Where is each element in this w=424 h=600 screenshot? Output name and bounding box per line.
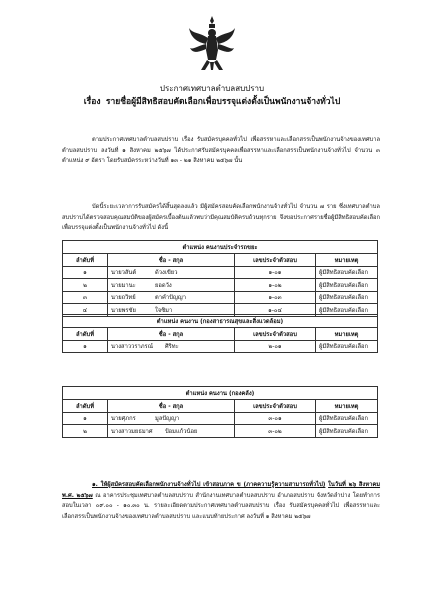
- row-no: ๒: [63, 425, 108, 438]
- row-no: ๓: [63, 291, 108, 304]
- exam-instruction-lead: ๑. ให้ผู้สมัครสอบคัดเลือกพนักงานจ้างทั่วไป เข้าสอบภาค ข (ภาคความรู้ความสามารถทั่วไป): [92, 482, 326, 488]
- first-name: นางสาวมยธมาศ: [111, 428, 153, 435]
- table-row: [63, 340, 378, 353]
- paragraph-exam-schedule: [62, 480, 380, 522]
- subject-text: รายชื่อผู้มีสิทธิสอบคัดเลือกเพื่อบรรจุแต่งตั้งเป็นพนักงานจ้างทั่วไป: [105, 97, 341, 107]
- surname: ป้อมแก้วน้อย: [165, 428, 198, 435]
- col-exam-id: เลขประจำตัวสอบ: [235, 328, 316, 341]
- row-name: [108, 340, 235, 353]
- candidate-table-garbage-truck: [62, 240, 378, 317]
- col-exam-id: เลขประจำตัวสอบ: [235, 400, 316, 413]
- row-no: ๔: [63, 304, 108, 317]
- table-row: [63, 412, 378, 425]
- candidate-table-finance: [62, 386, 378, 438]
- row-name: [108, 291, 235, 304]
- paragraph-intro: [62, 135, 380, 167]
- row-exam-id: ๓-๐๒: [235, 425, 316, 438]
- row-no: ๑: [63, 412, 108, 425]
- table-position-title: ตำแหน่ง คนงานประจำรถขยะ: [63, 241, 378, 254]
- col-no: ลำดับที่: [63, 328, 108, 341]
- surname: ด้วงเขียว: [155, 270, 178, 277]
- row-no: ๑: [63, 266, 108, 279]
- surname: มูลปัญญา: [155, 416, 180, 423]
- col-name: ชื่อ - สกุล: [108, 328, 235, 341]
- row-name: [108, 266, 235, 279]
- row-exam-id: ๒-๐๑: [235, 340, 316, 353]
- first-name: นายวสันต์: [111, 270, 137, 277]
- exam-date: ในวันที่ ๒๖ สิงหาคม พ.ศ. ๒๕๖๗: [62, 482, 381, 499]
- surname: ใจซิมา: [155, 307, 173, 314]
- first-name: นางสาววราภรณ์: [111, 344, 154, 351]
- paragraph-announcement: [62, 202, 380, 234]
- row-remark: ผู้มีสิทธิสอบคัดเลือก: [316, 279, 378, 292]
- row-exam-id: ๓-๐๑: [235, 412, 316, 425]
- subject-prefix: เรื่อง: [83, 97, 101, 107]
- table-row: [63, 425, 378, 438]
- row-name: [108, 425, 235, 438]
- col-name: ชื่อ - สกุล: [108, 254, 235, 267]
- row-exam-id: ๑-๐๓: [235, 291, 316, 304]
- row-exam-id: ๑-๐๑: [235, 266, 316, 279]
- first-name: นายมานะ: [111, 282, 136, 289]
- table-position-title: ตำแหน่ง คนงาน (กองคลัง): [63, 387, 378, 400]
- col-no: ลำดับที่: [63, 254, 108, 267]
- col-exam-id: เลขประจำตัวสอบ: [235, 254, 316, 267]
- exam-details: ณ อาคารประชุมเทศบาลตำบลสบปราบ สำนักงานเทศบาลตำบลสบปราบ อำเภอสบปราบ จังหวัดลำปาง โดยทำการสอบในเวลา ๐๙.๐๐ - ๑๐.๓๐ น. รายละเอียดตามประกาศเทศบาลตำบลสบปราบ เรื่อง รับสมัครบุคคลทั่วไป เพื่อสรรหาและเลือกสรรเป็นพนักงานจ้างของเทศบาลตำบลสบปราบ และแนบท้ายประกาศ ลงวันที่ ๑ สิงหาคม ๒๕๖๗: [62, 492, 380, 520]
- col-no: ลำดับที่: [63, 400, 108, 413]
- first-name: นายถวิทย์: [111, 295, 136, 302]
- surname: ศิริทะ: [165, 344, 179, 351]
- row-exam-id: ๑-๐๔: [235, 304, 316, 317]
- surname: ตาคำปัญญา: [155, 295, 186, 302]
- row-remark: ผู้มีสิทธิสอบคัดเลือก: [316, 425, 378, 438]
- table-row: [63, 279, 378, 292]
- garuda-emblem-icon: [187, 14, 237, 74]
- row-name: [108, 279, 235, 292]
- table-position-title: ตำแหน่ง คนงาน (กองสาธารณสุขและสิ่งแวดล้อม): [63, 315, 378, 328]
- surname: ยอดวัง: [155, 282, 172, 289]
- row-remark: ผู้มีสิทธิสอบคัดเลือก: [316, 340, 378, 353]
- subject-line: [0, 97, 424, 107]
- row-remark: ผู้มีสิทธิสอบคัดเลือก: [316, 304, 378, 317]
- col-remark: หมายเหตุ: [316, 328, 378, 341]
- candidate-table-public-health: [62, 314, 378, 353]
- row-remark: ผู้มีสิทธิสอบคัดเลือก: [316, 291, 378, 304]
- row-remark: ผู้มีสิทธิสอบคัดเลือก: [316, 412, 378, 425]
- paragraph-announcement-text: บัดนี้ระยะเวลาการรับสมัครได้สิ้นสุดลงแล้ว มีผู้สมัครสอบคัดเลือกพนักงานจ้างทั่วไป จำนวน ๗ ราย ซึ่งเทศบาลตำบลสบปราบได้ตรวจสอบคุณสมบัติของผู้สมัครเบื้องต้นแล้วพบว่ามีคุณสมบัติครบถ้วนทุกราย จึงขอประกาศรายชื่อผู้มีสิทธิสอบคัดเลือกเพื่อบรรจุแต่งตั้งเป็นพนักงานจ้างทั่วไป ดังนี้: [62, 204, 380, 231]
- row-no: ๒: [63, 279, 108, 292]
- org-title: ประกาศเทศบาลตำบลสบปราบ: [159, 84, 265, 93]
- row-exam-id: ๑-๐๒: [235, 279, 316, 292]
- row-no: ๑: [63, 340, 108, 353]
- table-row: [63, 291, 378, 304]
- col-name: ชื่อ - สกุล: [108, 400, 235, 413]
- row-remark: ผู้มีสิทธิสอบคัดเลือก: [316, 266, 378, 279]
- row-name: [108, 412, 235, 425]
- col-remark: หมายเหตุ: [316, 400, 378, 413]
- paragraph-intro-text: ตามประกาศเทศบาลตำบลสบปราบ เรื่อง รับสมัครบุคคลทั่วไป เพื่อสรรหาและเลือกสรรเป็นพนักงานจ้างของเทศบาลตำบลสบปราบ ลงวันที่ ๑ สิงหาคม ๒๕๖๗ ได้ประกาศรับสมัครบุคคลเพื่อสรรหาและเลือกสรรเป็นพนักงานจ้างทั่วไป จำนวน ๓ ตำแหน่ง ๙ อัตรา โดยรับสมัครระหว่างวันที่ ๑๓ - ๒๑ สิงหาคม ๒๕๖๗ นั้น: [62, 137, 380, 164]
- table-row: [63, 266, 378, 279]
- col-remark: หมายเหตุ: [316, 254, 378, 267]
- first-name: นายพรชัย: [111, 307, 136, 314]
- first-name: นายศุภกร: [111, 416, 136, 423]
